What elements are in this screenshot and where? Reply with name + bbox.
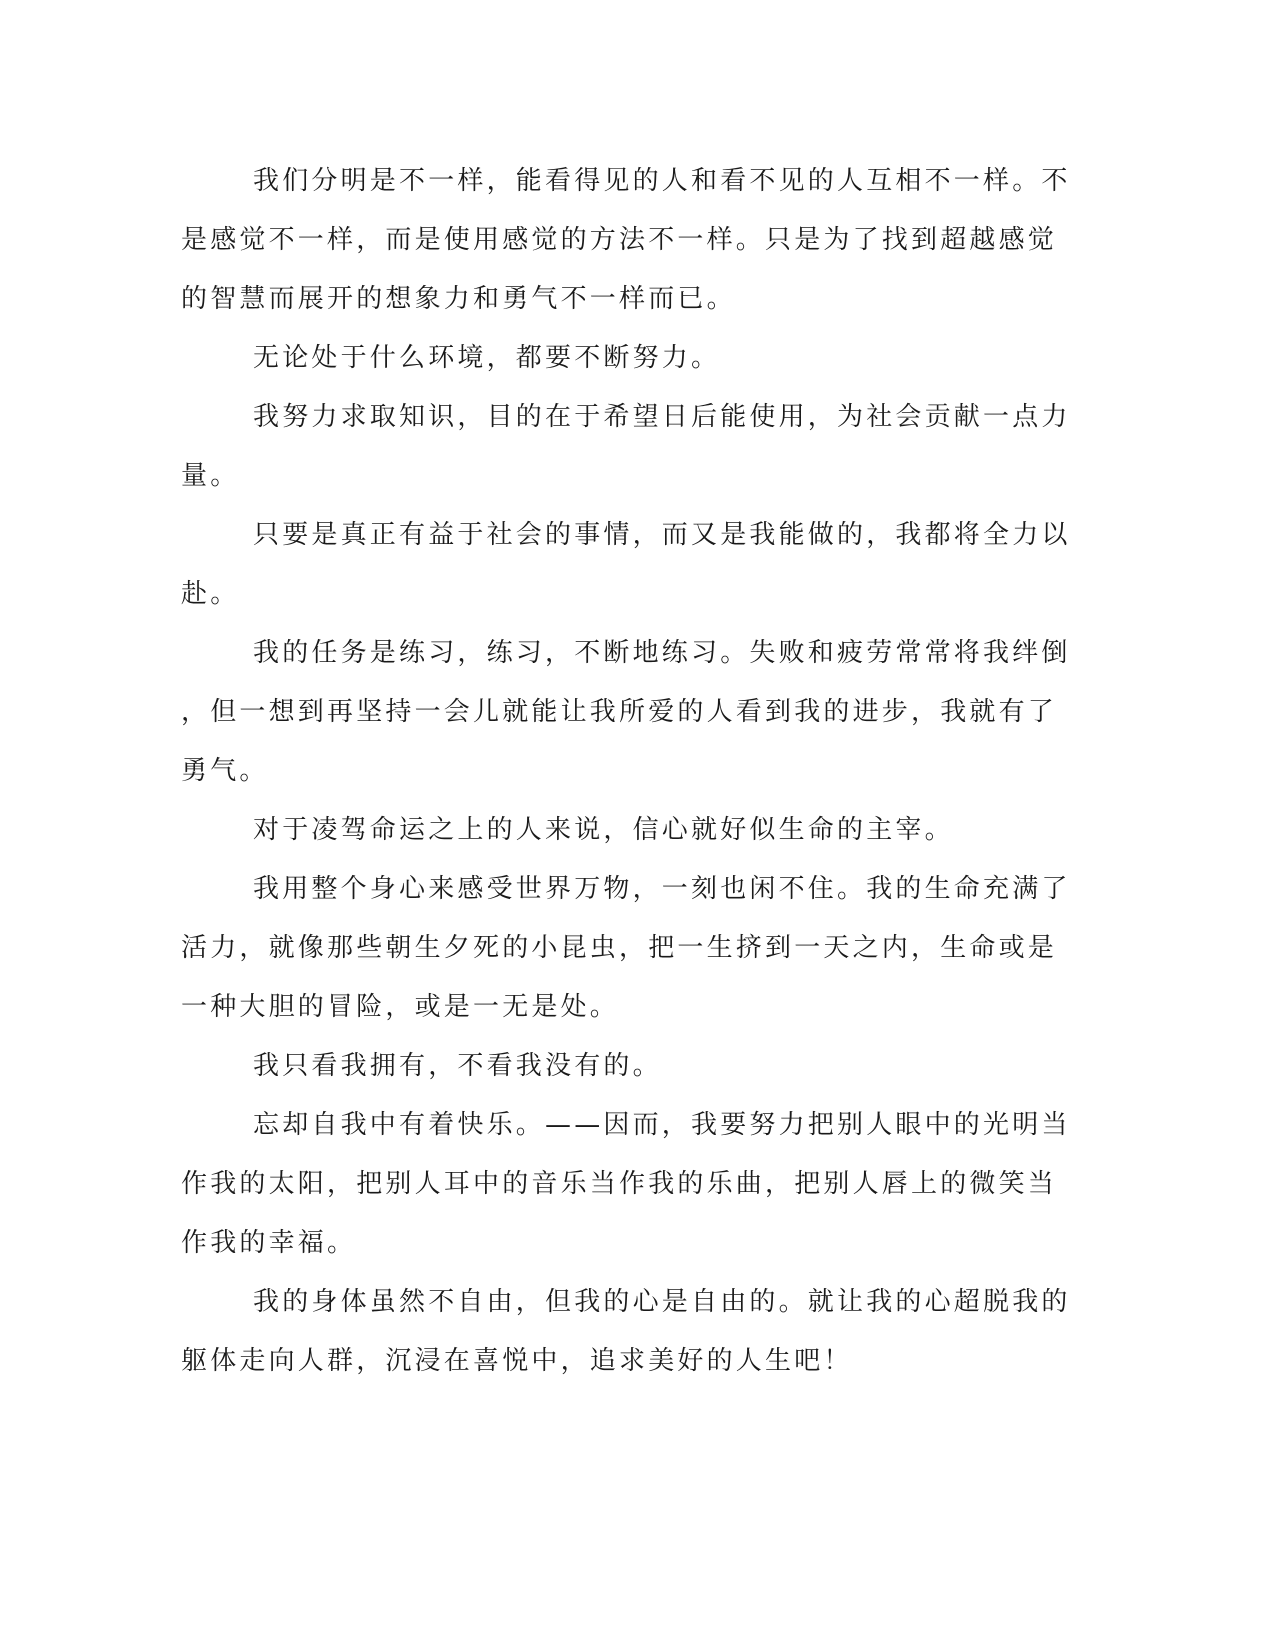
text-line: 只要是真正有益于社会的事情，而又是我能做的，我都将全力以 [253, 520, 1071, 550]
text-line: 作我的太阳，把别人耳中的音乐当作我的乐曲，把别人唇上的微笑当 [181, 1169, 1058, 1199]
text-line: 量。 [181, 461, 240, 491]
text-line: 一种大胆的冒险，或是一无是处。 [181, 992, 620, 1022]
text-line: 活力，就像那些朝生夕死的小昆虫，把一生挤到一天之内，生命或是 [181, 933, 1058, 963]
text-line: 对于凌驾命运之上的人来说，信心就好似生命的主宰。 [253, 815, 954, 845]
text-line: 我的任务是练习，练习，不断地练习。失败和疲劳常常将我绊倒 [253, 638, 1071, 668]
text-line: 作我的幸福。 [181, 1228, 357, 1258]
text-line: 躯体走向人群，沉浸在喜悦中，追求美好的人生吧！ [181, 1346, 853, 1376]
text-line: 忘却自我中有着快乐。——因而，我要努力把别人眼中的光明当 [253, 1110, 1071, 1140]
text-line: 我用整个身心来感受世界万物，一刻也闲不住。我的生命充满了 [253, 874, 1071, 904]
text-line: 无论处于什么环境，都要不断努力。 [253, 343, 721, 373]
text-line: ，但一想到再坚持一会儿就能让我所爱的人看到我的进步，我就有了 [181, 697, 1058, 727]
text-line: 赴。 [181, 579, 240, 609]
text-line: 我们分明是不一样，能看得见的人和看不见的人互相不一样。不 [253, 166, 1071, 196]
text-line: 我的身体虽然不自由，但我的心是自由的。就让我的心超脱我的 [253, 1287, 1071, 1317]
text-line: 勇气。 [181, 756, 269, 786]
text-line: 我只看我拥有，不看我没有的。 [253, 1051, 662, 1081]
text-line: 的智慧而展开的想象力和勇气不一样而已。 [181, 284, 736, 314]
text-line: 我努力求取知识，目的在于希望日后能使用，为社会贡献一点力 [253, 402, 1071, 432]
text-line: 是感觉不一样，而是使用感觉的方法不一样。只是为了找到超越感觉 [181, 225, 1058, 255]
